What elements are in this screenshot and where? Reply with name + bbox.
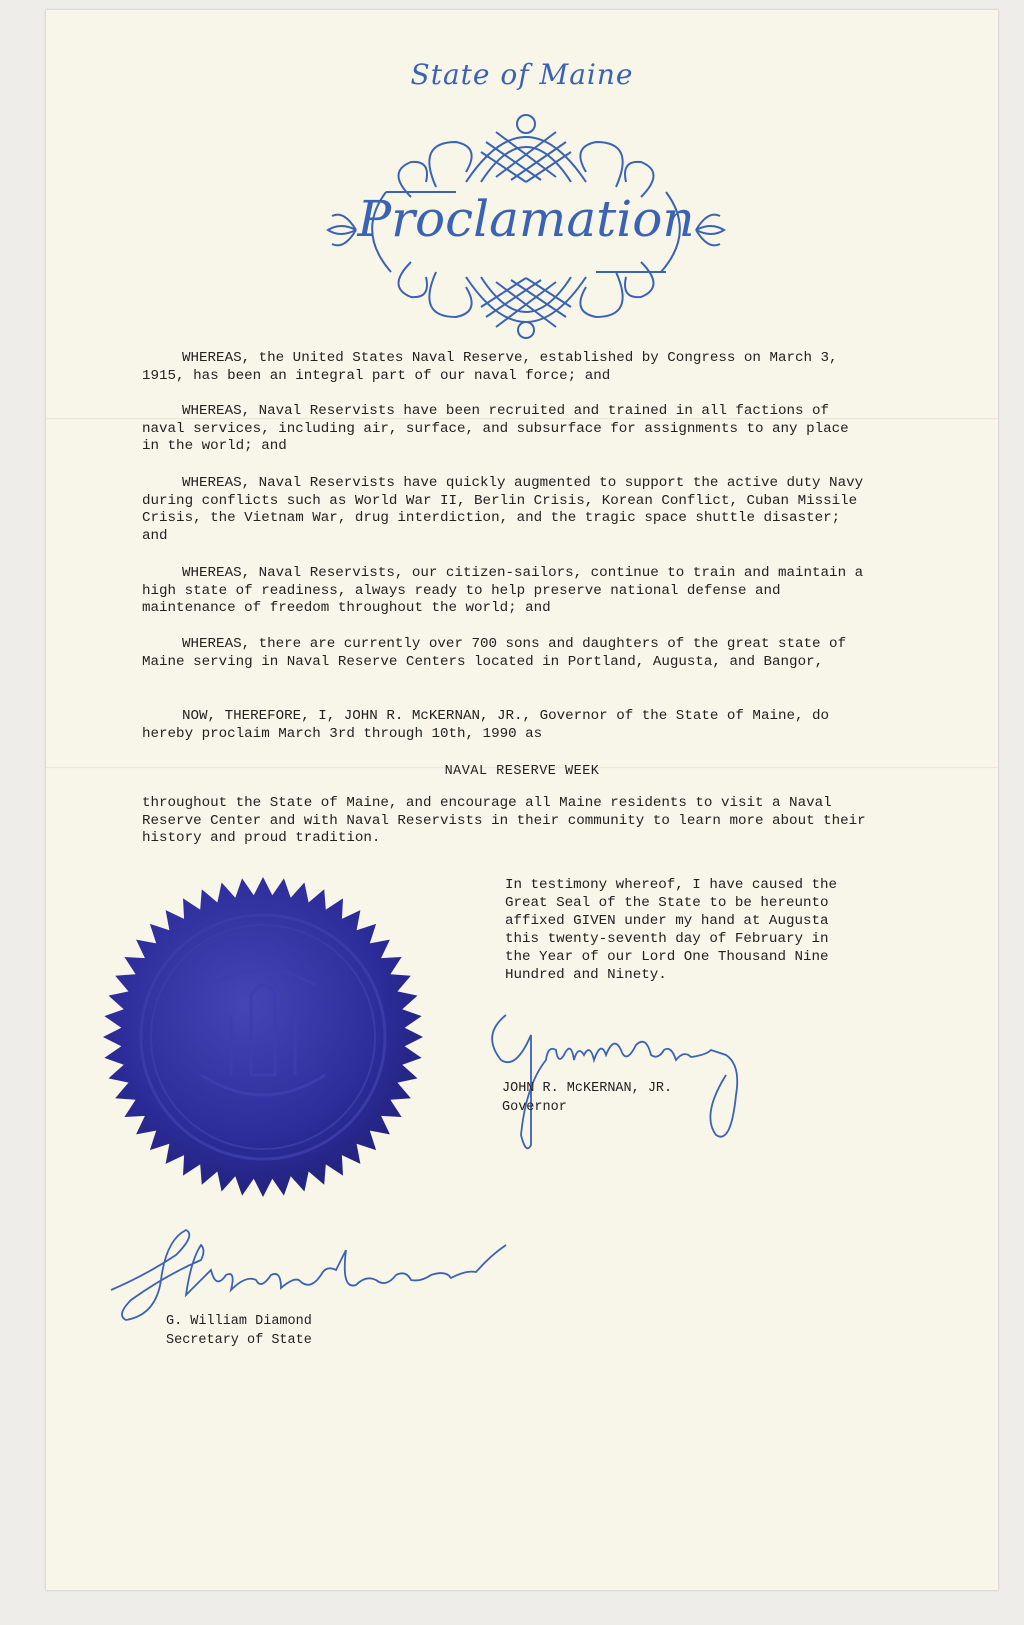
proclamation-heading: Proclamation [357,190,695,248]
governor-title: Governor [502,1100,567,1115]
paragraph-text: NOW, THEREFORE, I, JOHN R. McKERNAN, JR., Governor of the State of Maine, do hereby proclaim March 3rd through 10th, 1990 as [142,708,830,742]
now-therefore-paragraph [142,708,872,743]
paragraph-text: throughout the State of Maine, and encourage all Maine residents to visit a Naval Reserve Center and with Naval Reservists in their community to learn more about their history and proud tradition. [142,795,866,846]
paragraph-text: WHEREAS, Naval Reservists, our citizen-sailors, continue to train and maintain a high state of readiness, always ready to help preserve national defense and maintenance of freedom throughout the world; and [142,565,864,616]
whereas-paragraph-4 [142,565,872,618]
secretary-name: G. William Diamond [166,1314,312,1329]
whereas-paragraph-5 [142,636,872,671]
great-seal-icon [101,875,426,1200]
paragraph-text: WHEREAS, Naval Reservists have been recruited and trained in all factions of naval services, including air, surface, and subsurface for assignments to any place in the world; and [142,403,849,454]
whereas-paragraph-3 [142,475,872,545]
paragraph-text: WHEREAS, the United States Naval Reserve, established by Congress on March 3, 1915, has been an integral part of our naval force; and [142,350,838,384]
closing-paragraph [142,795,872,848]
secretary-signature [106,1220,516,1325]
testimony-paragraph: In testimony whereof, I have caused the Great Seal of the State to be hereunto affixed GIVEN under my hand at Augusta this twenty-seventh day of February in the Year of our Lord One Thousand Nine Hundred and Ninety. [505,877,838,983]
whereas-paragraph-2 [142,403,872,456]
proclamation-sheet [46,10,998,1590]
state-title: State of Maine [410,58,634,91]
governor-name: JOHN R. McKERNAN, JR. [502,1081,673,1096]
governor-block [502,1079,672,1117]
paragraph-text: WHEREAS, there are currently over 700 sons and daughters of the great state of Maine serving in Naval Reserve Centers located in Portland, Augusta, and Bangor, [142,636,847,670]
proclamation-ornament [316,102,736,342]
secretary-block [166,1312,312,1350]
paragraph-text: WHEREAS, Naval Reservists have quickly augmented to support the active duty Navy during conflicts such as World War II, Berlin Crisis, Korean Conflict, Cuban Missile Crisis, the Vietnam War, drug interdiction, and the tragic space shuttle disaster; and [142,475,864,544]
secretary-title: Secretary of State [166,1333,312,1348]
proclaimed-week: NAVAL RESERVE WEEK [444,764,600,779]
whereas-paragraph-1 [142,350,872,385]
